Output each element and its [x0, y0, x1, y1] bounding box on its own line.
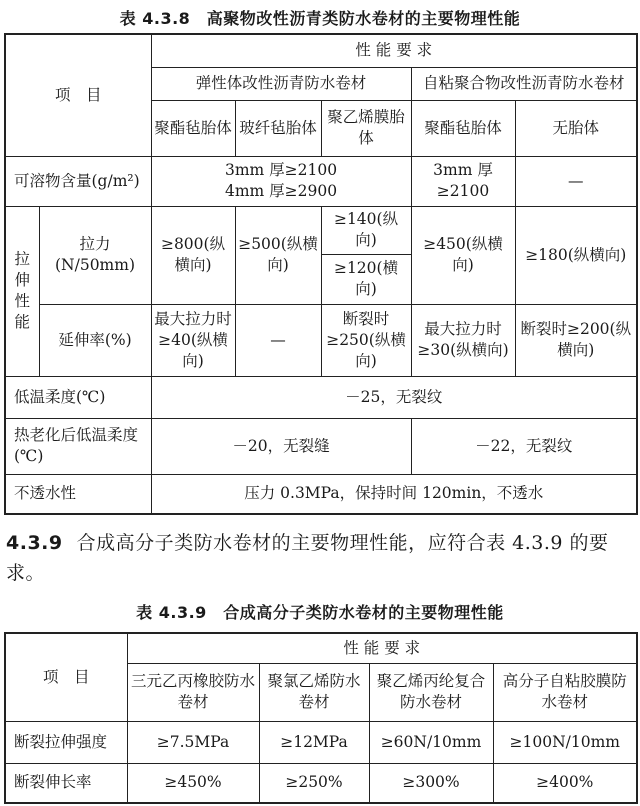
heat-aging-sa: －22，无裂纹: [411, 418, 637, 474]
elongation-sa-nobase: 断裂时≥200(纵横向): [515, 304, 637, 376]
elongation-pe: 断裂时≥250(纵横向): [321, 304, 411, 376]
soluble-sa-polyester: 3mm 厚≥2100: [411, 156, 515, 206]
t2-elongation-self-adhesive: ≥400%: [493, 763, 637, 803]
t2-elongation-epdm: ≥450%: [127, 763, 259, 803]
tensile-pe-1: ≥140(纵向): [321, 206, 411, 254]
sub-polyester-felt: 聚酯毡胎体: [151, 100, 235, 156]
soluble-elastic-line1: 3mm 厚≥2100: [224, 161, 338, 179]
group-elastic-asphalt: 弹性体改性沥青防水卷材: [151, 67, 411, 100]
t2-row-tensile-label: 断裂拉伸强度: [5, 721, 127, 763]
tensile-sa-nobase: ≥180(纵横向): [515, 206, 637, 304]
tensile-group-label: 拉伸性能: [5, 206, 39, 376]
table-4-3-9-caption: 表 4.3.9 合成高分子类防水卷材的主要物理性能: [136, 603, 504, 622]
t2-col-pe-polypropylene: 聚乙烯丙纶复合防水卷材: [369, 663, 493, 721]
sub-no-base: 无胎体: [515, 100, 637, 156]
group-self-adhesive: 自粘聚合物改性沥青防水卷材: [411, 67, 637, 100]
tensile-polyester: ≥800(纵横向): [151, 206, 235, 304]
row-heat-aging-label: 热老化后低温柔度(℃): [5, 418, 151, 474]
t2-tensile-pvc: ≥12MPa: [259, 721, 369, 763]
t2-header-performance: 性 能 要 求: [127, 633, 637, 663]
row-low-temp-label: 低温柔度(℃): [5, 376, 151, 418]
t2-elongation-pe: ≥300%: [369, 763, 493, 803]
table-4-3-8-caption: 表 4.3.8 高聚物改性沥青类防水卷材的主要物理性能: [119, 9, 521, 28]
tensile-sa-polyester: ≥450(纵横向): [411, 206, 515, 304]
tensile-pe-2: ≥120(横向): [321, 254, 411, 304]
sub-pe-film: 聚乙烯膜胎体: [321, 100, 411, 156]
t2-row-elongation-label: 断裂伸长率: [5, 763, 127, 803]
t2-header-item: 项 目: [5, 633, 127, 721]
tensile-glass: ≥500(纵横向): [235, 206, 321, 304]
soluble-elastic: [151, 156, 411, 206]
t2-col-pvc: 聚氯乙烯防水卷材: [259, 663, 369, 721]
row-soluble-label: 可溶物含量(g/m²): [5, 156, 151, 206]
t2-tensile-self-adhesive: ≥100N/10mm: [493, 721, 637, 763]
row-elongation-label: 延伸率(%): [39, 304, 151, 376]
header-performance: 性 能 要 求: [151, 34, 637, 67]
t2-tensile-pe: ≥60N/10mm: [369, 721, 493, 763]
header-item: 项 目: [5, 34, 151, 156]
elongation-polyester: 最大拉力时≥40(纵横向): [151, 304, 235, 376]
clause-4-3-9: [6, 528, 634, 588]
sub-glass-felt: 玻纤毡胎体: [235, 100, 321, 156]
t2-col-epdm: 三元乙丙橡胶防水卷材: [127, 663, 259, 721]
impermeability-value: 压力 0.3MPa，保持时间 120min，不透水: [151, 474, 637, 514]
sub-polyester-felt-2: 聚酯毡胎体: [411, 100, 515, 156]
soluble-elastic-line2: 4mm 厚≥2900: [224, 182, 338, 200]
row-tensile-label: 拉力(N/50mm): [39, 206, 151, 304]
low-temp-value: －25，无裂纹: [151, 376, 637, 418]
heat-aging-elastic: －20，无裂缝: [151, 418, 411, 474]
soluble-sa-nobase: —: [515, 156, 637, 206]
elongation-glass: —: [235, 304, 321, 376]
table-4-3-8: [4, 33, 638, 515]
clause-number: 4.3.9: [6, 532, 63, 554]
clause-text: 合成高分子类防水卷材的主要物理性能，应符合表 4.3.9 的要求。: [6, 532, 609, 584]
elongation-sa-polyester: 最大拉力时≥30(纵横向): [411, 304, 515, 376]
t2-tensile-epdm: ≥7.5MPa: [127, 721, 259, 763]
t2-col-polymer-self-adhesive: 高分子自粘胶膜防水卷材: [493, 663, 637, 721]
row-impermeability-label: 不透水性: [5, 474, 151, 514]
t2-elongation-pvc: ≥250%: [259, 763, 369, 803]
table-4-3-9: [4, 632, 638, 804]
